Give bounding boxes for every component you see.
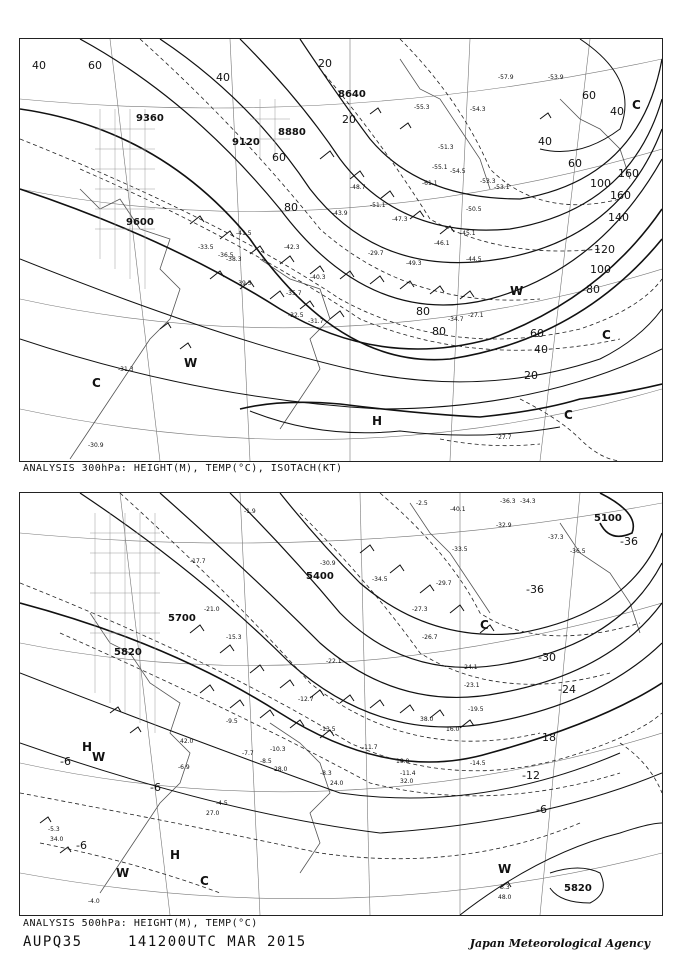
isotach-label: 40	[534, 343, 548, 356]
station-value: -10.3	[270, 746, 286, 753]
station-value: -9.5	[226, 718, 238, 725]
isotach-label: 100	[590, 177, 611, 190]
station-value: -8.3	[320, 770, 332, 777]
height-label-5820: 5820	[114, 647, 142, 658]
station-value: 42.0	[180, 738, 194, 745]
station-value: -37.3	[548, 534, 564, 541]
caption-500hpa: ANALYSIS 500hPa: HEIGHT(M), TEMP(°C)	[23, 918, 258, 929]
station-value: -21.0	[204, 606, 220, 613]
isotach-label: 100	[590, 263, 611, 276]
height-label-5820: 5820	[564, 883, 592, 894]
station-value: -15.3	[226, 634, 242, 641]
isotherm-label: -18	[538, 731, 556, 744]
height-label-5400: 5400	[306, 571, 334, 582]
isotach-label: 60	[568, 157, 582, 170]
station-value: -40.3	[310, 274, 326, 281]
station-value: -5.3	[48, 826, 60, 833]
isotherm-label: -6	[150, 781, 161, 794]
station-value: -55.1	[432, 164, 448, 171]
station-value: -53.3	[480, 178, 496, 185]
isotherm-label: -36	[526, 583, 544, 596]
station-value: -50.5	[466, 206, 482, 213]
height-label-5100: 5100	[594, 513, 622, 524]
station-value: -51.3	[438, 144, 454, 151]
height-label-8880: 8880	[278, 127, 306, 138]
map-500hpa	[19, 492, 663, 916]
station-value: -48.7	[350, 184, 366, 191]
station-value: 38.0	[420, 716, 434, 723]
station-value: -12.7	[298, 696, 314, 703]
station-value: -32.9	[496, 522, 512, 529]
station-value: -34.5	[372, 576, 388, 583]
station-value: -46.1	[434, 240, 450, 247]
cold-symbol: C	[480, 618, 489, 632]
isotach-label: 80	[432, 325, 446, 338]
isotach-label: 20	[524, 369, 538, 382]
warm-symbol: W	[116, 866, 130, 880]
station-value: -27.1	[468, 312, 484, 319]
isotach-label: 80	[284, 201, 298, 214]
station-value: -23.1	[464, 682, 480, 689]
isotach-label: 80	[586, 283, 600, 296]
station-value: -36.5	[218, 252, 234, 259]
high-pressure-symbol: H	[372, 414, 383, 428]
isotherm-label: -24	[558, 683, 576, 696]
chart-code: AUPQ35	[23, 934, 83, 950]
station-value: -47.3	[392, 216, 408, 223]
station-value: -34.7	[448, 316, 464, 323]
station-value: -53.1	[494, 184, 510, 191]
height-label-9120: 9120	[232, 137, 260, 148]
station-value: -22.1	[326, 658, 342, 665]
station-value: -13.5	[320, 726, 336, 733]
station-value: -55.3	[414, 104, 430, 111]
isotherm-label: -30	[538, 651, 556, 664]
station-value: -14.5	[470, 760, 486, 767]
station-value: -42.3	[284, 244, 300, 251]
agency-name: Japan Meteorological Agency	[469, 937, 650, 950]
station-value: 24.0	[330, 780, 344, 787]
station-value: -27.3	[412, 606, 428, 613]
station-value: -33.5	[198, 244, 214, 251]
station-value: -29.7	[436, 580, 452, 587]
station-value: -35.7	[286, 290, 302, 297]
station-value: -57.9	[498, 74, 514, 81]
station-value: -31.7	[308, 318, 324, 325]
station-value: 32.0	[400, 778, 414, 785]
isotach-label: 60	[272, 151, 286, 164]
station-value: -41.5	[236, 230, 252, 237]
station-value: -1.9	[244, 508, 256, 515]
isotach-label: 20	[318, 57, 332, 70]
station-value: -29.7	[368, 250, 384, 257]
station-value: -11.7	[362, 744, 378, 751]
isotherm-label: -12	[522, 769, 540, 782]
station-value: -32.5	[288, 312, 304, 319]
station-value: -17.7	[190, 558, 206, 565]
isotherm-label: -6	[76, 839, 87, 852]
warm-symbol: W	[498, 862, 512, 876]
warm-symbol: W	[510, 284, 524, 298]
isotherm-label: -6	[536, 803, 547, 816]
station-value: 28.0	[274, 766, 288, 773]
station-value: -24.1	[462, 664, 478, 671]
station-value: -36.5	[570, 548, 586, 555]
station-value: -53.9	[548, 74, 564, 81]
hatching	[90, 513, 160, 733]
station-value: -11.4	[400, 770, 416, 777]
station-value: -30.9	[320, 560, 336, 567]
station-value: 16.0	[446, 726, 460, 733]
station-value: -45.1	[460, 230, 476, 237]
isotach-label: 80	[416, 305, 430, 318]
map-300hpa-canvas	[20, 39, 662, 461]
height-label-9360: 9360	[136, 113, 164, 124]
station-value: -40.1	[450, 506, 466, 513]
isotherms	[20, 39, 662, 461]
isotach-label: 60	[530, 327, 544, 340]
caption-300hpa: ANALYSIS 300hPa: HEIGHT(M), TEMP(°C), ISOTACH(KT)	[23, 463, 343, 474]
height-label-8640: 8640	[338, 89, 366, 100]
station-value: -44.5	[466, 256, 482, 263]
station-value: -4.0	[88, 898, 100, 905]
cold-symbol: C	[602, 328, 611, 342]
station-value: -39.5	[236, 280, 252, 287]
station-value: -49.3	[406, 260, 422, 267]
isotach-label: 160	[618, 167, 639, 180]
high-pressure-symbol: H	[82, 740, 93, 754]
station-value: -61.1	[422, 180, 438, 187]
isotach-label: 20	[342, 113, 356, 126]
isotach-label: 60	[88, 59, 102, 72]
valid-time: 141200UTC MAR 2015	[128, 934, 307, 950]
station-value: -8.5	[260, 758, 272, 765]
station-value: -54.5	[450, 168, 466, 175]
height-label-5700: 5700	[168, 613, 196, 624]
isotach-label: 120	[594, 243, 615, 256]
height-label-9600: 9600	[126, 217, 154, 228]
warm-symbol: W	[92, 750, 106, 764]
station-value: -4.5	[216, 800, 228, 807]
cold-symbol: C	[92, 376, 101, 390]
station-value: -36.3	[500, 498, 516, 505]
wind-barbs	[40, 545, 511, 888]
isotach-label: 160	[610, 189, 631, 202]
isotach-label: 40	[216, 71, 230, 84]
station-value: 34.0	[50, 836, 64, 843]
station-value: 48.0	[498, 894, 512, 901]
isotherm-label: -36	[620, 535, 638, 548]
station-value: -3.3	[498, 884, 510, 891]
cold-symbol: C	[200, 874, 209, 888]
isotach-label: 140	[608, 211, 629, 224]
station-value: -2.5	[416, 500, 428, 507]
station-value: -51.1	[370, 202, 386, 209]
map-500hpa-canvas	[20, 493, 662, 915]
isotach-label: 40	[610, 105, 624, 118]
station-value: 27.0	[206, 810, 220, 817]
station-value: -33.5	[452, 546, 468, 553]
cold-symbol: C	[564, 408, 573, 422]
isotach-label: 40	[538, 135, 552, 148]
station-value: -43.9	[332, 210, 348, 217]
station-value: -34.3	[520, 498, 536, 505]
station-value: -31.3	[118, 366, 134, 373]
station-value: 19.0	[396, 758, 410, 765]
station-value: -26.7	[422, 634, 438, 641]
isotach-label: 40	[32, 59, 46, 72]
station-value: -30.9	[88, 442, 104, 449]
station-value: -6.9	[178, 764, 190, 771]
map-300hpa	[19, 38, 663, 462]
station-value: -27.7	[496, 434, 512, 441]
isotach-label: 60	[582, 89, 596, 102]
station-value: -38.3	[226, 256, 242, 263]
station-value: -19.5	[468, 706, 484, 713]
high-pressure-symbol: H	[170, 848, 181, 862]
graticule	[20, 39, 662, 461]
cold-symbol: C	[632, 98, 641, 112]
warm-symbol: W	[184, 356, 198, 370]
isotherm-label: -6	[60, 755, 71, 768]
station-value: -7.7	[242, 750, 254, 757]
station-value: -54.3	[470, 106, 486, 113]
